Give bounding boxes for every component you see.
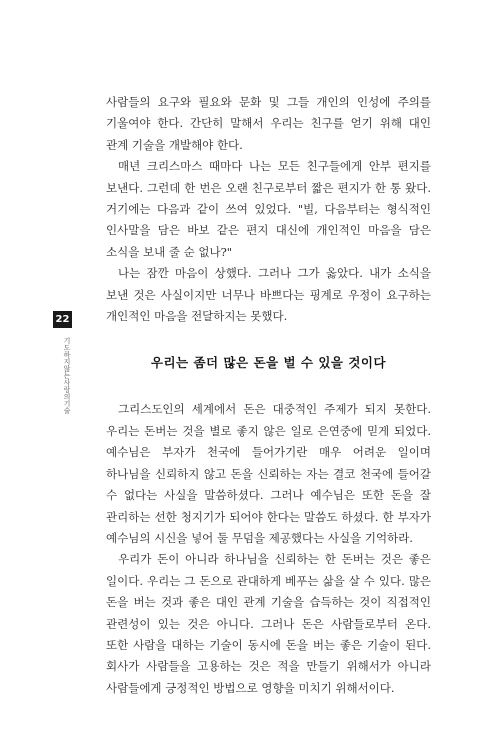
page-number: 22 [53,311,72,328]
text-column [106,92,431,699]
paragraph: 그리스도인의 세계에서 돈은 대중적인 주제가 되지 못한다. 우리는 돈버는 것을 별로 좋지 않은 일로 은연중에 믿게 되었다. 예수님은 부자가 천국에 들어가기란 매우 어려운 일이며 하나님을 신뢰하지 않고 돈을 신뢰하는 자는 결코 천국에 들어갈 수 없다는 사실을 말씀하셨다. 그러나 예수님은 또한 돈을 잘 관리하는 선한 청지기가 되어야 한다는 말씀도 하셨다. 한 부자가 예수님의 시신을 넣어 둘 무덤을 제공했다는 사실을 기억하라. [106,402,431,545]
side-tab [53,311,72,414]
running-title: 기도하지않는사랑의기술 [63,337,71,414]
section-heading: 우리는 좀더 많은 돈을 벌 수 있을 것이다 [150,355,387,371]
paragraph: 우리가 돈이 아니라 하나님을 신뢰하는 한 돈버는 것은 좋은 일이다. 우리는 그 돈으로 관대하게 베푸는 삶을 살 수 있다. 많은 돈을 버는 것과 좋은 대인 관계 기술을 습득하는 것이 직접적인 관련성이 있는 것은 아니다. 그러나 돈은 사람들로부터 온다. 또한 사람을 대하는 기술이 동시에 돈을 버는 좋은 기술이 된다. 회사가 사람들을 고용하는 것은 적을 만들기 위해서가 아니라 사람들에게 긍정적인 방법으로 영향을 미치기 위해서이다. [106,552,431,695]
paragraph: 매년 크리스마스 때마다 나는 모든 친구들에게 안부 편지를 보낸다. 그런데 한 번은 오랜 친구로부터 짧은 편지가 한 통 왔다. 거기에는 다음과 같이 쓰여 있었다. "빌, 다음부터는 형식적인 인사말을 담은 바보 같은 편지 대신에 개인적인 마음을 담은 소식을 보내 줄 순 없나?" [106,159,431,259]
paragraph: 나는 잠깐 마음이 상했다. 그러나 그가 옳았다. 내가 소식을 보낸 것은 사실이지만 너무나 바쁘다는 핑계로 우정이 요구하는 개인적인 마음을 전달하지는 못했다. [106,266,431,324]
paragraph: 사람들의 요구와 필요와 문화 및 그들 개인의 인성에 주의를 기울여야 한다. 간단히 말해서 우리는 친구를 얻기 위해 대인 관계 기술을 개발해야 한다. [106,95,431,152]
